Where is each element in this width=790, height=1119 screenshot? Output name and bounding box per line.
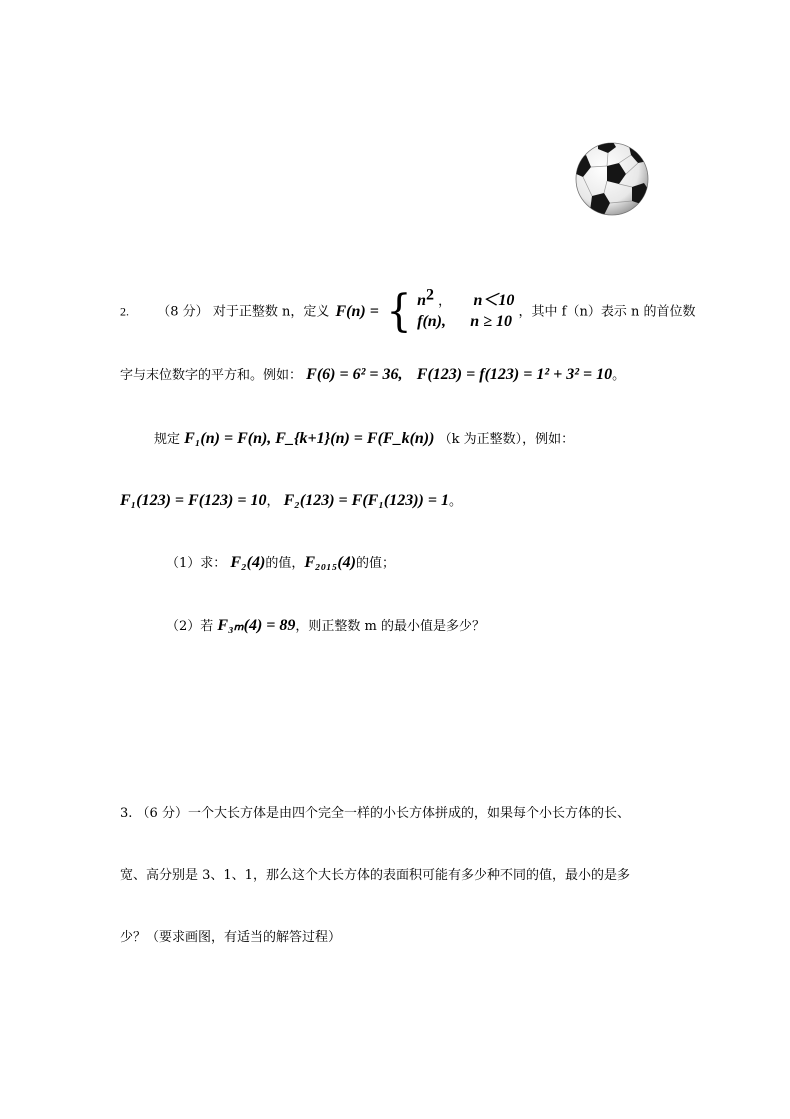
q2-part2-formula: F₃ₘ(4) = 89 — [217, 617, 296, 634]
case1-expr: n — [417, 292, 427, 309]
q2-rule-formula: F₁(n) = F(n), F_{k+1}(n) = F(F_k(n)) — [184, 430, 435, 447]
soccer-ball-icon — [574, 141, 650, 217]
case1-cond: n＜10 — [473, 292, 515, 309]
q2-line-2 — [120, 366, 625, 385]
q2-example-2: F(123) = f(123) = 1² + 3² = 10 — [416, 366, 613, 383]
q2-part1-a: F₂(4) — [230, 554, 266, 571]
q3-line-3: 少？（要求画图，有适当的解答过程） — [120, 930, 342, 945]
q2-part1-end: 的值； — [355, 556, 395, 571]
q2-part-2 — [166, 617, 485, 636]
q2-part-1 — [166, 554, 395, 573]
q2-rule-prefix: 规定 — [154, 432, 181, 447]
q2-number: 2. — [120, 304, 129, 319]
piecewise-brace: { — [386, 286, 412, 337]
q2-part2-label: （2）若 — [166, 619, 214, 634]
q2-example-line — [120, 492, 462, 511]
piecewise-cases — [417, 286, 515, 333]
q2-after-def: ，其中 f（n）表示 n 的首位数 — [518, 304, 696, 320]
q2-part2-end: ，则正整数 m 的最小值是多少？ — [295, 619, 486, 634]
q2-ex-end: 。 — [449, 494, 463, 509]
q2-part1-b: F₂₀₁₅(4) — [304, 554, 356, 571]
q2-ex-line: F₁(123) = F(123) = 10 — [120, 492, 267, 509]
q3-line-2: 宽、高分别是 3、1、1，那么这个大长方体的表面积可能有多少种不同的值，最小的是多 — [120, 868, 630, 883]
q2-score: （8 分） — [157, 304, 209, 320]
q2-rule-line — [154, 430, 574, 449]
case1-sep: ， — [438, 294, 452, 309]
q2-intro: 对于正整数 n，定义 — [212, 304, 330, 320]
q2-part1-label: （1）求： — [166, 556, 227, 571]
q2-rule-suffix: （k 为正整数），例如： — [438, 432, 575, 447]
case2-cond: n ≥ 10 — [470, 313, 512, 330]
q2-line-1 — [120, 286, 696, 337]
q2-ex-sep: ， — [266, 494, 280, 509]
q2-line2-text: 字与末位数字的平方和。例如： — [120, 368, 303, 383]
q2-line2-end: 。 — [612, 368, 626, 383]
q2-ex-line2: F₂(123) = F(F₁(123)) = 1 — [283, 492, 449, 509]
q2-def-lhs: F(n) = — [335, 302, 379, 320]
piecewise-case-1 — [417, 286, 515, 312]
case2-expr: f(n), — [417, 313, 446, 330]
q3-line-1: 3. （6 分）一个大长方体是由四个完全一样的小长方体拼成的，如果每个小长方体的长、 — [120, 806, 630, 821]
piecewise-case-2 — [417, 312, 514, 333]
q2-example-1: F(6) = 6² = 36, — [306, 366, 403, 383]
case1-exp: 2 — [426, 286, 435, 304]
q2-part1-mid: 的值， — [265, 556, 305, 571]
